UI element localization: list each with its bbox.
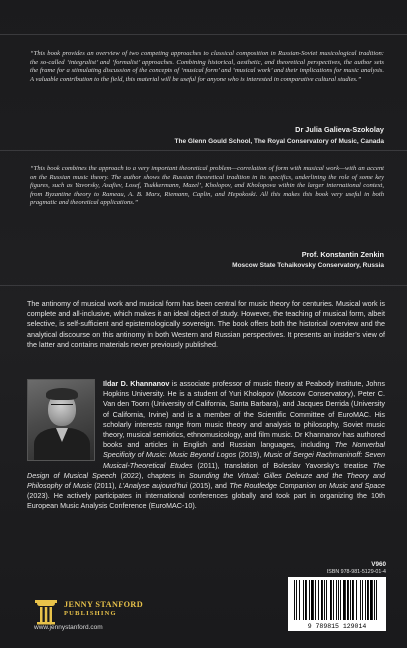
barcode-bar: [374, 580, 375, 620]
barcode-bar: [333, 580, 334, 620]
barcode-digits: 9 789815 129014: [307, 623, 367, 630]
barcode-bar: [296, 580, 297, 620]
bio-text: (2015), and: [187, 481, 230, 491]
bio-text: (2011), translation of Boleslav Yavorsky’s treatise: [192, 460, 373, 470]
barcode-bar: [294, 580, 295, 620]
barcode-bar: [321, 580, 323, 620]
review-quote: “This book provides an overview of two competing approaches to classical composition in Russian-Soviet musicological tradition: the so-called ‘integralist’ and ‘formalist’ approaches. Combining historical, aesthetic, and theoretical perspectives, the author sets the frame for a stimulating discussion of the concepts of ‘musical form’ and ‘musical work’ and their implications for music analysis. A valuable contribution to the field, this material will be useful for anyone who is interested in comparative cultural studies.”: [30, 50, 384, 83]
bio-text: (2023). He actively participates in international conferences globally and took part in organizing the 10th European Music Analysis Conference (EuroMAC-10).: [27, 491, 385, 511]
divider: [0, 150, 407, 151]
barcode-bar: [376, 580, 377, 620]
bio-text: is associate professor of music theory at Peabody Institute, Johns Hopkins University. He is a student of Yuri Kholopov (Moscow Conservatory), Peter C. Van den Toorn (University of California, Santa Barbara), and Jacques Derrida (University of California, Irvine) and is a member of the Scientific Committee of EuroMAC. His scholarly interests range from music theory and analysis to philosophy, Soviet music theory, musical semiotics, ethnomusicology, and film music. Dr Khannanov has authored books and articles in English and Russian languages, including: [103, 379, 385, 450]
author-bio: [27, 379, 385, 512]
reviewer-name: Prof. Konstantin Zenkin: [301, 250, 384, 259]
barcode-bar: [367, 580, 369, 620]
barcode-bar: [315, 580, 316, 620]
barcode-bar: [330, 580, 332, 620]
author-photo: [27, 379, 95, 461]
barcode-bar: [352, 580, 354, 620]
publisher-logo: [34, 597, 154, 633]
barcode-bar: [365, 580, 366, 620]
bio-text: (2019),: [236, 450, 264, 460]
author-name: Ildar D. Khannanov: [103, 379, 170, 388]
barcode-bar: [362, 580, 363, 620]
barcode-bar: [343, 580, 346, 620]
barcode-bar: [370, 580, 373, 620]
reviewer-name: Dr Julia Galieva-Szokolay: [295, 125, 384, 134]
column-pillar-icon: [34, 599, 58, 625]
product-code: V960: [371, 561, 386, 568]
publisher-url[interactable]: www.jennystanford.com: [34, 624, 103, 631]
barcode-bar: [360, 580, 361, 620]
barcode-bar: [309, 580, 310, 620]
barcode-bar: [347, 580, 349, 620]
barcode-bar: [350, 580, 351, 620]
book-description: The antinomy of musical work and musical form has been central for music theory for centuries. Musical work is complete and all-inclusive, which makes it an ideal object of study. However, the teaching of musical form, albeit selective, is self-sufficient and epistemologically sovereign. The book offers both the historical overview and the analytical discourse on this antinomy in both Western and Russian perspectives. It presents an insider’s view of the latter and contains materials never previously published.: [27, 299, 385, 349]
review-quote: “This book combines the approach to a very important theoretical problem—correlation of form with musical work—with an accent on the Russian music theory. The author shows the Russian theoretical tradition in its specifics, underlining the role of some key figures, such as Yavorsky, Asafiev, Losef, Tsukkermann, Mazel’, Kholopov, and Kholopova within the larger international context, from Byzantine theory to Rameau, A. B. Marx, Riemann, Caplin, and Hepokoski. All this makes this book very useful in both pragmatic and theoretical applications.”: [30, 165, 384, 207]
publisher-subtitle: PUBLISHING: [64, 610, 117, 617]
book-title: L’Analyse aujourd’hui: [118, 481, 188, 491]
isbn-label: ISBN 978-981-5129-01-4: [326, 569, 386, 575]
divider: [0, 285, 407, 286]
bio-text: (2011),: [91, 481, 119, 491]
divider: [0, 34, 407, 35]
barcode-bar: [324, 580, 325, 620]
book-title: The Routledge Companion on Music and Space: [229, 481, 386, 491]
barcode-bar: [340, 580, 341, 620]
barcode-bar: [336, 580, 337, 620]
book-title: The Design of Musical Speech: [27, 460, 385, 480]
barcode-bar: [311, 580, 314, 620]
publisher-name: JENNY STANFORD: [64, 600, 144, 609]
barcode-bar: [326, 580, 327, 620]
bio-text: (2022), chapters in: [116, 470, 189, 480]
book-title: Sounding the Virtual: Gilles Deleuze and the Theory and Philosophy of Music: [27, 470, 385, 491]
barcode: [288, 577, 386, 631]
barcode-bar: [299, 580, 300, 620]
barcode-bar: [318, 580, 319, 620]
barcode-block: [288, 561, 386, 631]
reviewer-affiliation: Moscow State Tchaikovsky Conservatory, Russia: [232, 262, 384, 269]
barcode-bar: [338, 580, 339, 620]
barcode-bar: [305, 580, 307, 620]
reviewer-affiliation: The Glenn Gould School, The Royal Conservatory of Music, Canada: [174, 138, 384, 145]
barcode-bar: [303, 580, 304, 620]
book-title: Music of Sergei Rachmaninoff: Seven Musical-Theoretical Etudes: [103, 450, 385, 470]
book-title: The Nonverbal Specificity of Music: Music Beyond Logos: [103, 440, 385, 460]
barcode-bar: [356, 580, 357, 620]
